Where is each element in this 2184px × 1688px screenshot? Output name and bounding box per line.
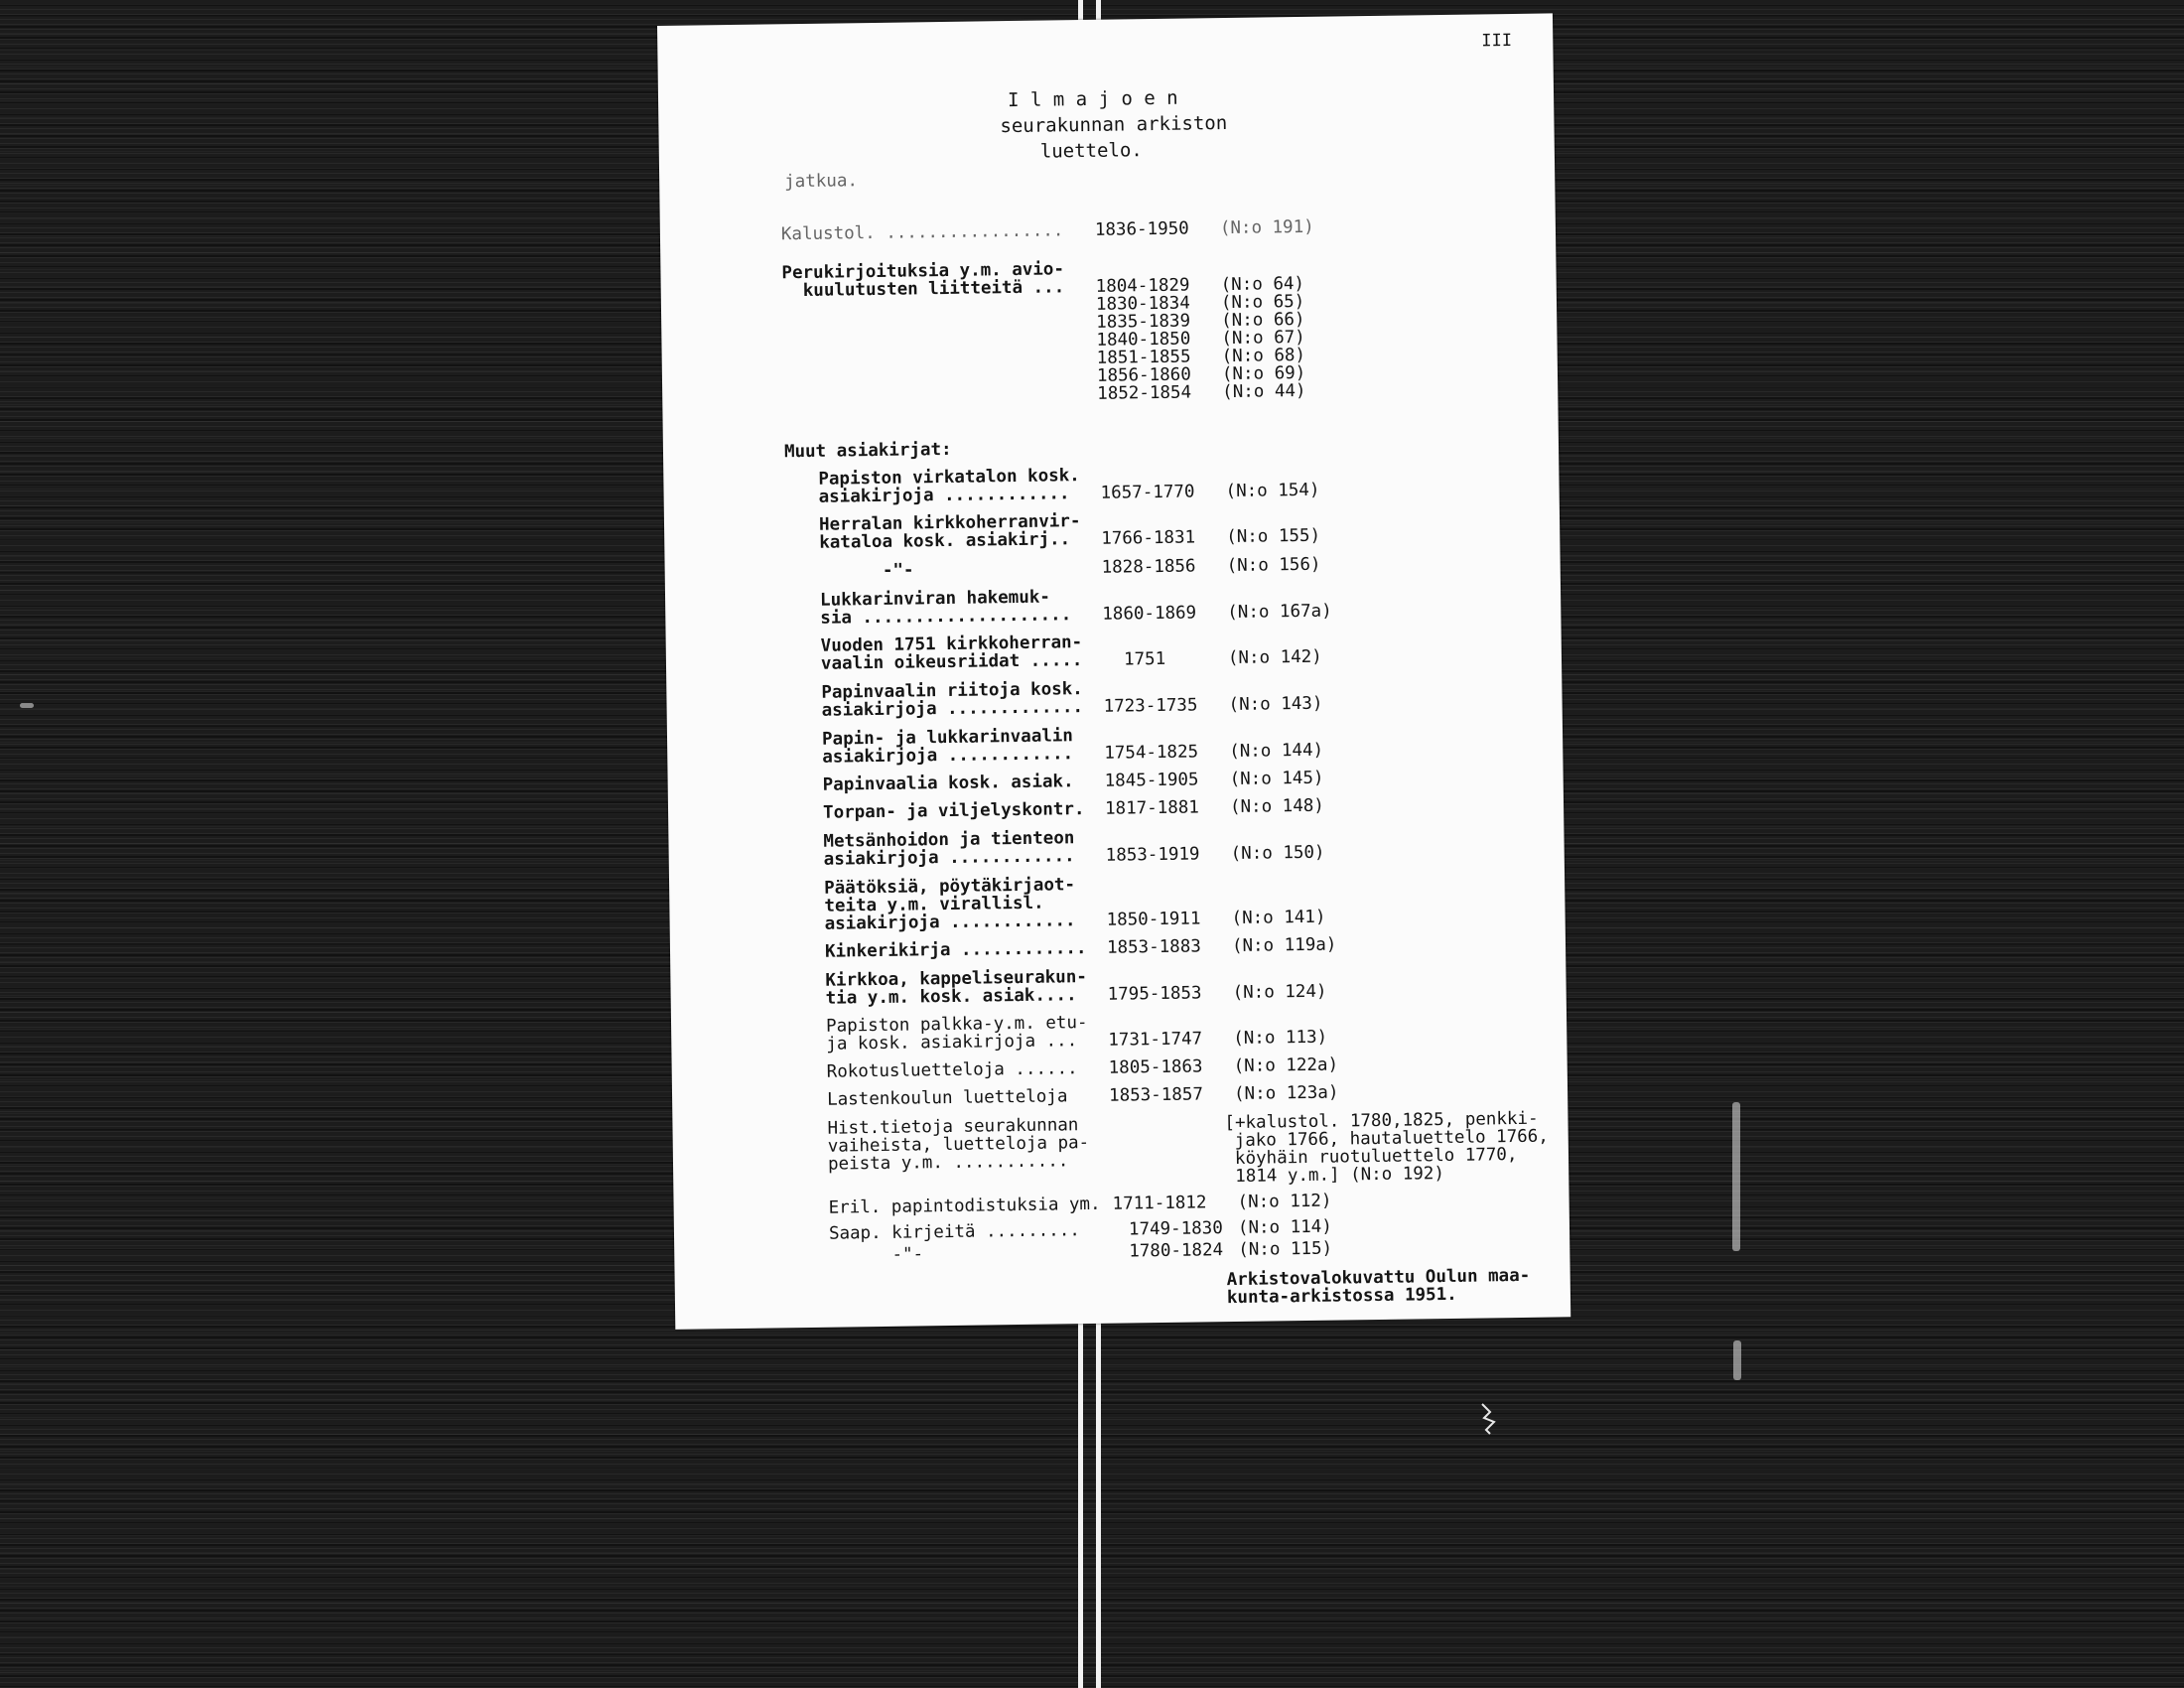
page-number: III [1481, 30, 1513, 52]
entry-label: kuulutusten liitteitä ... [781, 277, 1075, 302]
muut-entry-years: 1817-1881 [1104, 797, 1200, 819]
muut-entry-label: -"- [819, 560, 914, 582]
entry-number: (N:o 69) [1221, 362, 1306, 385]
muut-entry-label: asiakirjoja ............ [818, 484, 1070, 507]
entry-years: 1851-1855 [1096, 347, 1191, 368]
hist-note: köyhäin ruotuluettelo 1770, [1234, 1145, 1518, 1169]
muut-entry-label: Herralan kirkkoherranvir- [818, 511, 1081, 535]
muut-entry-years: 1751 [1102, 648, 1166, 670]
entry-years: 1804-1829 [1095, 275, 1190, 297]
muut-entry-number: (N:o 156) [1226, 554, 1321, 577]
muut-entry-label: asiakirjoja ............ [823, 846, 1075, 870]
tail-entry-number: (N:o 112) [1237, 1191, 1332, 1212]
hist-note: jako 1766, hautaluettelo 1766, [1234, 1126, 1549, 1151]
muut-entry-number: (N:o 143) [1228, 693, 1323, 716]
section-heading: Muut asiakirjat: [783, 439, 952, 463]
muut-entry-years: 1723-1735 [1103, 695, 1198, 717]
muut-entry-years: 1853-1883 [1106, 936, 1201, 958]
entry-number: (N:o 65) [1220, 291, 1305, 314]
muut-entry-label: tia y.m. kosk. asiak.... [825, 985, 1077, 1009]
muut-entry-number: (N:o 123a) [1233, 1082, 1339, 1104]
hist-label: peista y.m. ........... [827, 1151, 1069, 1175]
muut-entry-years: 1828-1856 [1101, 556, 1196, 578]
muut-entry-label: Metsänhoidon ja tienteon [823, 828, 1075, 852]
tail-entry-label: Saap. kirjeitä ......... [828, 1220, 1091, 1244]
muut-entry-label: Päätöksiä, pöytäkirjaot- [824, 875, 1076, 899]
tail-entry-years: 1711-1812 [1112, 1193, 1207, 1214]
muut-entry-number: (N:o 155) [1226, 525, 1321, 548]
handwritten-mark [1476, 1402, 1500, 1436]
muut-entry-number: (N:o 167a) [1227, 601, 1332, 624]
title-line-1: I l m a j o e n [1007, 86, 1178, 112]
tail-entry-years: 1749-1830 [1128, 1218, 1223, 1240]
document-page [657, 13, 1570, 1329]
hist-note: 1814 y.m.] (N:o 192) [1235, 1164, 1445, 1187]
muut-entry-years: 1845-1905 [1104, 770, 1199, 791]
entry-number: (N:o 68) [1221, 345, 1306, 367]
footer-note: Arkistovalokuvattu Oulun maa- [1226, 1265, 1531, 1291]
continued-label: jatkua. [784, 171, 859, 193]
muut-entry-label: Kinkerikirja ............ [824, 938, 1087, 962]
muut-entry-label: ja kosk. asiakirjoja ... [826, 1031, 1078, 1055]
footer-note: kunta-arkistossa 1951. [1226, 1284, 1457, 1309]
muut-entry-number: (N:o 122a) [1233, 1055, 1339, 1076]
muut-entry-label: Torpan- ja viljelyskontr. [822, 799, 1085, 823]
muut-entry-label: Papin- ja lukkarinvaalin [821, 726, 1074, 750]
entry-number: (N:o 67) [1221, 327, 1305, 350]
muut-entry-years: 1853-1919 [1105, 844, 1200, 866]
muut-entry-number: (N:o 142) [1227, 646, 1322, 669]
tail-entry-number: (N:o 114) [1237, 1216, 1332, 1238]
muut-entry-years: 1731-1747 [1108, 1029, 1203, 1051]
muut-entry-number: (N:o 119a) [1231, 934, 1337, 957]
entry-years: 1836-1950 [1094, 218, 1189, 240]
muut-entry-years: 1805-1863 [1108, 1056, 1203, 1078]
entry-years: 1852-1854 [1097, 382, 1192, 404]
muut-entry-number: (N:o 113) [1233, 1027, 1328, 1049]
entry-years: 1835-1839 [1096, 311, 1191, 333]
muut-entry-years: 1853-1857 [1108, 1084, 1204, 1106]
muut-entry-years: 1860-1869 [1102, 603, 1197, 625]
muut-entry-label: Lastenkoulun luetteloja [826, 1086, 1079, 1110]
entry-number: (N:o 64) [1220, 273, 1305, 296]
hist-label: vaiheista, luetteloja pa- [827, 1133, 1090, 1157]
tail-entry-label: Eril. papintodistuksia ym. [828, 1194, 1101, 1218]
tail-entry-number: (N:o 115) [1238, 1238, 1333, 1260]
entry-number: (N:o 66) [1221, 309, 1305, 332]
muut-entry-years: 1657-1770 [1100, 482, 1195, 503]
muut-entry-years: 1850-1911 [1106, 909, 1201, 930]
light-streak [20, 703, 34, 708]
light-streak [1732, 1102, 1740, 1251]
muut-entry-number: (N:o 124) [1232, 981, 1327, 1004]
muut-entry-label: vaalin oikeusriidat ..... [820, 650, 1083, 674]
muut-entry-label: asiakirjoja ............ [824, 911, 1076, 934]
muut-entry-label: asiakirjoja ............. [821, 697, 1084, 721]
muut-entry-number: (N:o 145) [1229, 768, 1324, 790]
muut-entry-label: Vuoden 1751 kirkkoherran- [820, 633, 1083, 656]
title-line-3: luettelo. [1039, 139, 1143, 163]
muut-entry-label: Papiston palkka-y.m. etu- [825, 1013, 1088, 1037]
tail-entry-years: 1780-1824 [1129, 1240, 1224, 1262]
hist-note: [+kalustol. 1780,1825, penkki- [1224, 1108, 1539, 1134]
tail-entry-label: -"- [829, 1244, 924, 1266]
entry-label: Perukirjoituksia y.m. avio- [781, 259, 1065, 284]
muut-entry-label: Lukkarinviran hakemuk- [819, 587, 1051, 611]
entry-years: 1840-1850 [1096, 329, 1191, 351]
muut-entry-label: asiakirjoja ............ [822, 744, 1074, 768]
muut-entry-years: 1766-1831 [1101, 527, 1196, 549]
entry-number: (N:o 191) [1219, 216, 1314, 239]
light-streak [1733, 1340, 1741, 1380]
muut-entry-number: (N:o 144) [1229, 740, 1324, 763]
muut-entry-label: Papinvaalia kosk. asiak. [822, 772, 1074, 795]
muut-entry-label: Kirkkoa, kappeliseurakun- [825, 967, 1087, 991]
entry-years: 1830-1834 [1095, 293, 1190, 315]
entry-number: (N:o 44) [1222, 380, 1306, 403]
muut-entry-label: Rokotusluetteloja ...... [826, 1058, 1078, 1082]
muut-entry-years: 1754-1825 [1104, 742, 1199, 764]
muut-entry-number: (N:o 141) [1231, 907, 1326, 929]
muut-entry-label: Papiston virkatalon kosk. [818, 466, 1080, 490]
muut-entry-years: 1795-1853 [1107, 983, 1202, 1005]
muut-entry-label: teita y.m. virallisl. [824, 893, 1044, 916]
muut-entry-label: sia .................... [820, 605, 1072, 629]
entry-label: Kalustol. ................. [780, 220, 1075, 245]
muut-entry-number: (N:o 154) [1225, 480, 1320, 502]
entry-years: 1856-1860 [1096, 364, 1191, 386]
muut-entry-label: Papinvaalin riitoja kosk. [821, 679, 1083, 703]
title-line-2: seurakunnan arkiston [1000, 111, 1228, 138]
muut-entry-number: (N:o 150) [1230, 842, 1325, 865]
muut-entry-number: (N:o 148) [1229, 795, 1325, 818]
muut-entry-label: kataloa kosk. asiakirj.. [819, 529, 1081, 553]
hist-label: Hist.tietoja seurakunnan [827, 1115, 1079, 1139]
